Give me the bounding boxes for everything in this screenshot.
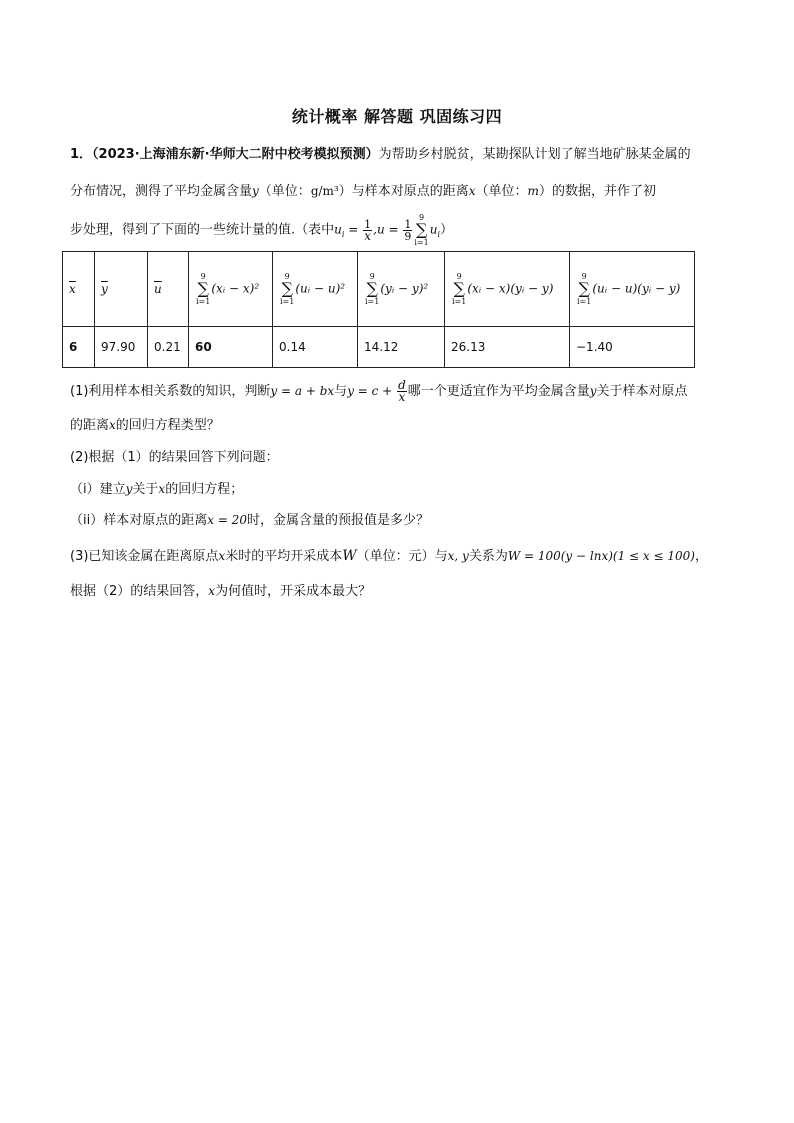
- var-y: y: [125, 482, 133, 496]
- q1-text-2c: ）与样本对原点的距离: [338, 184, 469, 199]
- sum-lower: i=1: [196, 297, 211, 306]
- sum-symbol: [577, 272, 591, 306]
- part3-line-1: [70, 547, 708, 566]
- var-y: y: [252, 184, 259, 198]
- unit-m: m: [527, 184, 539, 198]
- table-cell: 0.14: [273, 327, 358, 368]
- q1-text-1: 为帮助乡村脱贫，某勘探队计划了解当地矿脉某金属的: [378, 147, 691, 162]
- frac-den: x: [398, 390, 406, 404]
- part2-ii-text-a: （ii）样本对原点的距离: [70, 513, 208, 528]
- part2-i-text-c: 的回归方程；: [165, 482, 244, 497]
- header-text: $\overline{y}$: [101, 282, 108, 296]
- var-x: x: [218, 549, 226, 563]
- sum-lower: i=1: [452, 297, 467, 306]
- header-text: (uᵢ − u)(yᵢ − y): [592, 281, 681, 296]
- equation-inverse: y = c +: [347, 384, 397, 398]
- formula-frac-1-over-9: [403, 219, 412, 242]
- frac-num: 1: [404, 217, 412, 231]
- sum-upper: 9: [418, 213, 425, 222]
- formula-ubar: ,u =: [373, 222, 403, 237]
- header-sum-u-sq: [273, 252, 358, 327]
- sigma-icon: ∑: [578, 279, 590, 298]
- q1-text-2e: ）的数据，并作了初: [538, 184, 656, 199]
- var-x: x: [109, 418, 116, 432]
- formula-frac-1-over-x: [363, 219, 372, 242]
- part2-i-text-a: （i）建立: [70, 482, 126, 497]
- sum-lower: i=1: [414, 238, 429, 247]
- table-cell: 60: [189, 327, 273, 368]
- frac-den: x: [364, 228, 372, 243]
- part2-i-text-b: 关于: [132, 482, 159, 497]
- table-cell: 97.90: [95, 327, 148, 368]
- formula-u-sub: i: [341, 230, 345, 240]
- header-sum-y-sq: [358, 252, 445, 327]
- sum-lower: i=1: [365, 297, 380, 306]
- q1-text-2a: 分布情况，测得了平均金属含量: [70, 184, 253, 199]
- equation-linear: y = a + bx: [270, 384, 335, 398]
- var-x: x: [158, 482, 166, 496]
- sum-upper: 9: [200, 272, 206, 281]
- q1-line-1: [70, 146, 691, 164]
- sum-lower: i=1: [577, 297, 592, 306]
- table-cell: 6: [63, 327, 95, 368]
- table-cell: −1.40: [570, 327, 695, 368]
- header-sum-xy: [445, 252, 570, 327]
- table-cell: 26.13: [445, 327, 570, 368]
- header-ubar: [148, 252, 189, 327]
- equation-frac-d-over-x: [397, 380, 407, 403]
- table-cell: 0.21: [148, 327, 189, 368]
- sigma-icon: ∑: [453, 279, 465, 298]
- sum-symbol: [280, 272, 294, 306]
- frac-num: 1: [364, 217, 372, 231]
- header-text: (yᵢ − y)²: [380, 281, 429, 296]
- frac-num: d: [398, 378, 406, 392]
- header-sum-uy: [570, 252, 695, 327]
- part2-ii-text-b: 时，金属含量的预报值是多少？: [246, 513, 429, 528]
- formula-u: u: [334, 222, 342, 237]
- table-row: [63, 327, 695, 368]
- part1-text-c: 哪一个更适宜作为平均金属含量: [407, 384, 590, 399]
- q1-line-2: [70, 182, 656, 201]
- sum-symbol: [196, 272, 210, 306]
- part3-line-2: [70, 582, 371, 601]
- table-cell: 14.12: [358, 327, 445, 368]
- header-text: (xᵢ − x)²: [211, 281, 260, 296]
- part1-text-a: (1)利用样本相关系数的知识，判断: [70, 384, 271, 399]
- var-y: y: [589, 384, 597, 398]
- equation-x-20: x = 20: [207, 513, 247, 527]
- header-text: (uᵢ − u)²: [295, 281, 346, 296]
- var-xy: x, y: [447, 549, 469, 563]
- part1-line-2: [70, 416, 220, 435]
- sum-symbol: [452, 272, 466, 306]
- part1-line-1: [70, 376, 688, 407]
- q1-line-3: [70, 213, 453, 250]
- page-title: 统计概率 解答题 巩固练习四: [291, 107, 503, 126]
- part2-ii-line: [70, 511, 429, 530]
- part3-text-c: （单位：元）与: [356, 549, 448, 564]
- equation-cost: W = 100(y − lnx)(1 ≤ x ≤ 100): [507, 549, 695, 563]
- q1-text-3b: ）: [440, 222, 454, 238]
- part1-text-e: 的距离: [70, 418, 110, 433]
- q1-text-2b: （单位：: [258, 184, 311, 199]
- var-x: x: [208, 584, 216, 598]
- part1-text-b: 与: [334, 384, 348, 399]
- header-ybar: [95, 252, 148, 327]
- part1-text-f: 的回归方程类型？: [115, 418, 220, 433]
- sum-term: u: [429, 222, 438, 237]
- statistics-table: [62, 251, 695, 368]
- sum-upper: 9: [369, 272, 375, 281]
- part3-text-d: 关系为: [468, 549, 508, 564]
- sum-upper: 9: [456, 272, 462, 281]
- header-xbar: [63, 252, 95, 327]
- var-x: x: [468, 184, 476, 198]
- part3-text-e: ，: [694, 549, 708, 564]
- part3-text-b: 米时的平均开采成本: [225, 549, 343, 564]
- var-W: W: [342, 548, 357, 564]
- sum-upper: 9: [581, 272, 587, 281]
- question-source: （2023·上海浦东新·华师大二附中校考模拟预测）: [92, 147, 379, 162]
- part3-text-a: (3)已知该金属在距离原点: [70, 549, 219, 564]
- sum-symbol: [414, 213, 428, 247]
- sum-term-sub: i: [437, 230, 441, 240]
- table-header-row: [63, 252, 695, 327]
- sigma-icon: ∑: [197, 279, 209, 298]
- formula-eq: =: [344, 222, 363, 237]
- part2-i-line: [70, 480, 243, 499]
- header-text: (xᵢ − x)(yᵢ − y): [467, 281, 554, 296]
- part2-line: (2)根据（1）的结果回答下列问题：: [70, 450, 279, 465]
- q1-text-3a: 步处理，得到了下面的一些统计量的值.（表中: [70, 222, 335, 238]
- sigma-icon: ∑: [366, 279, 378, 298]
- header-text: $\overline{x}$: [69, 282, 76, 296]
- header-sum-x-sq: [189, 252, 273, 327]
- sigma-icon: ∑: [281, 279, 293, 298]
- frac-den: 9: [404, 229, 412, 243]
- sigma-icon: ∑: [415, 220, 428, 239]
- sum-upper: 9: [284, 272, 290, 281]
- part3-text-f: 根据（2）的结果回答，: [70, 584, 209, 599]
- q1-text-2d: （单位：: [475, 184, 528, 199]
- unit-g-per-m3: g/m³: [310, 184, 339, 198]
- question-number: 1．: [70, 147, 93, 162]
- sum-lower: i=1: [280, 297, 295, 306]
- sum-symbol: [365, 272, 379, 306]
- header-text: $\overline{u}$: [154, 282, 162, 296]
- part3-text-g: 为何值时，开采成本最大？: [215, 584, 372, 599]
- part1-text-d: 关于样本对原点: [596, 384, 688, 399]
